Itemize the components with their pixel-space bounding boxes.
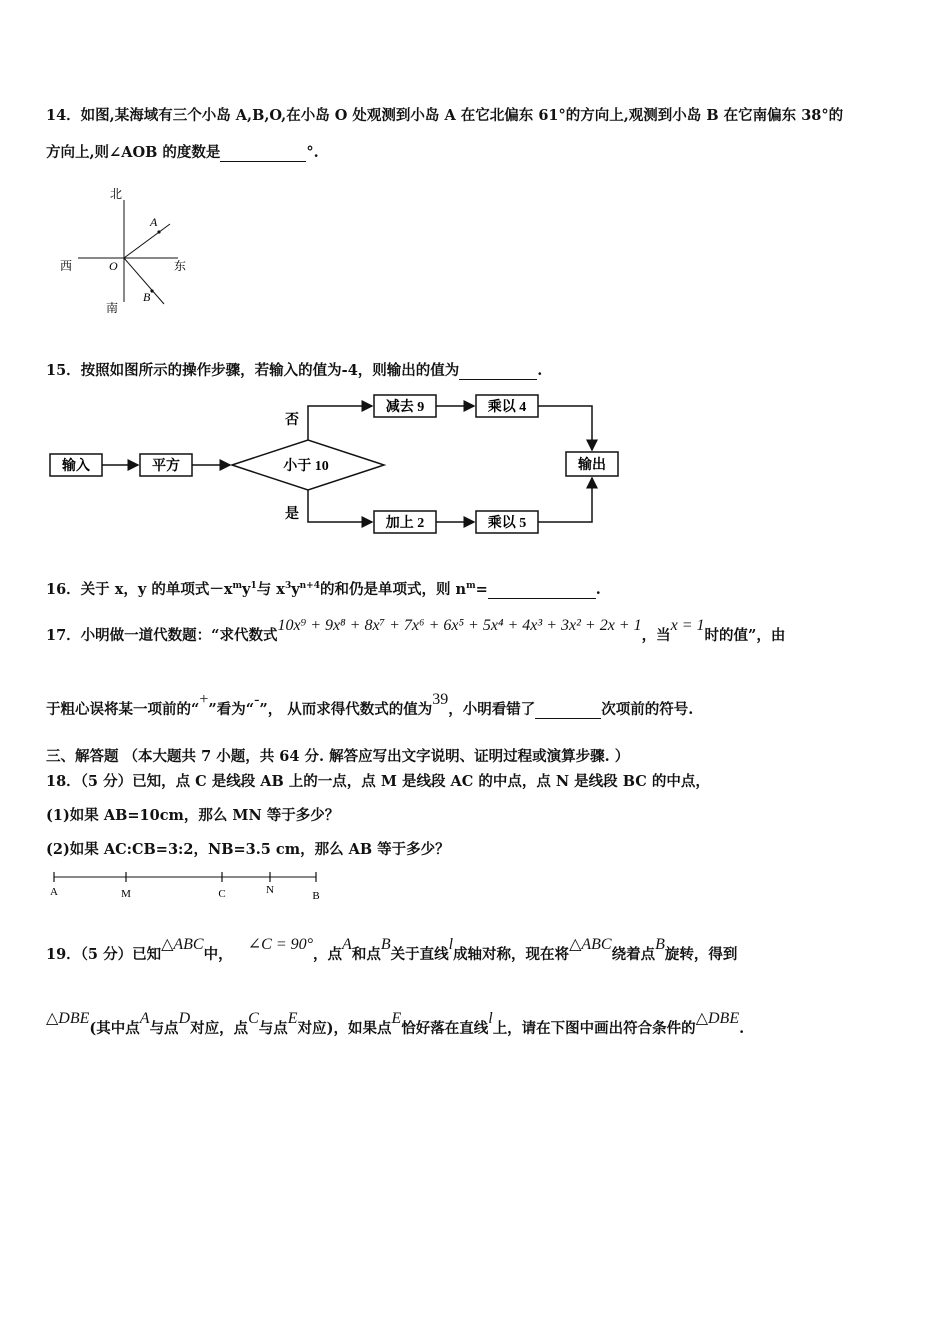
north-label: 北 xyxy=(110,187,123,201)
q19-t10: 与点 xyxy=(149,1020,179,1037)
q17-plus: + xyxy=(199,691,209,708)
seg-label-n: N xyxy=(266,884,274,896)
q14-line2 xyxy=(46,141,319,162)
output-label: 输出 xyxy=(578,458,606,473)
q19-t4: 和点 xyxy=(351,946,381,963)
q19-t15: 上，请在下图中画出符合条件的 xyxy=(492,1020,696,1037)
q19-point-b: B xyxy=(380,936,391,953)
sub9-label: 减去 9 xyxy=(385,400,425,415)
q19-t12: 与点 xyxy=(258,1020,288,1037)
q19-line-l: l xyxy=(448,936,454,953)
q17-post: 时的值”，由 xyxy=(704,627,786,644)
square-label: 平方 xyxy=(152,459,180,474)
q19-tri-abc: △ABC xyxy=(161,936,204,953)
q16-sup-m2: m xyxy=(466,581,476,592)
q18-part1: (1)如果 AB=10cm，那么 MN 等于多少？ xyxy=(46,807,340,824)
q19-tri-dbe-2: △DBE xyxy=(695,1010,740,1027)
q19-t7: 绕着点 xyxy=(611,946,656,963)
q16-eq: = xyxy=(475,581,488,598)
q19-t1: 19．（5 分）已知 xyxy=(46,946,162,963)
q16-end: . xyxy=(595,581,601,598)
q16-mid: 与 x xyxy=(256,581,285,598)
mul4-label: 乘以 4 xyxy=(487,400,527,415)
decision-label: 小于 10 xyxy=(283,459,329,474)
q16-answer-blank xyxy=(488,581,596,599)
q16-sup-3: 3 xyxy=(284,581,292,592)
q16-sup-1: 1 xyxy=(250,581,257,592)
q19-point-a-2: A xyxy=(139,1010,150,1027)
q19-t13: 对应)，如果点 xyxy=(297,1020,392,1037)
q18-stem: 18．（5 分）已知，点 C 是线段 AB 上的一点，点 M 是线段 AC 的中点，点 N 是线段 BC 的中点， xyxy=(46,773,710,790)
q17-minus: - xyxy=(254,691,260,708)
south-label: 南 xyxy=(106,301,119,315)
q19-point-c: C xyxy=(248,1010,259,1027)
q17-l2-mid2: ”， 从而求得代数式的值为 xyxy=(259,701,433,718)
q15-text-post: . xyxy=(537,362,543,379)
flowchart xyxy=(40,386,660,546)
q16-sup-n4: n+4 xyxy=(299,581,320,592)
seg-label-c: C xyxy=(218,888,226,900)
q14-line2-pre: 方向上,则∠AOB 的度数是 xyxy=(46,144,221,161)
q19-point-e: E xyxy=(287,1010,298,1027)
seg-label-a: A xyxy=(50,886,58,898)
q17-mid: ，当 xyxy=(641,627,671,644)
q19-line-l-2: l xyxy=(488,1010,493,1027)
compass-figure xyxy=(56,182,206,318)
q19-t5: 关于直线 xyxy=(390,946,449,963)
q14-line2-post: °. xyxy=(306,144,319,161)
q19-angle: ∠C = 90° xyxy=(247,936,314,953)
q19-t2: 中， xyxy=(203,946,233,963)
branch-no-label: 否 xyxy=(285,413,299,428)
q19-tri-abc-2: △ABC xyxy=(569,936,612,953)
q17-l2-mid1: ”看为“ xyxy=(208,701,255,718)
q15-text-pre: 15．按照如图所示的操作步骤，若输入的值为-4，则输出的值为 xyxy=(46,362,460,379)
segment-figure xyxy=(44,866,334,902)
input-label: 输入 xyxy=(62,459,90,474)
q17-line2 xyxy=(46,691,694,719)
q16-pre: 16．关于 x，y 的单项式－x xyxy=(46,581,233,598)
q19-t9: (其中点 xyxy=(89,1020,140,1037)
west-label: 西 xyxy=(60,259,73,273)
point-o-label: O xyxy=(109,259,118,273)
q14-line1: 14．如图,某海域有三个小岛 A,B,O,在小岛 O 处观测到小岛 A 在它北偏东 61°的方向上,观测到小岛 B 在它南偏东 38°的 xyxy=(46,107,844,124)
q18-part2: (2)如果 AC:CB=3:2，NB=3.5 cm，那么 AB 等于多少？ xyxy=(46,841,450,858)
point-b-label: B xyxy=(143,290,151,304)
q17-line1 xyxy=(46,617,786,645)
q17-l2-mid3: ，小明看错了 xyxy=(448,701,536,718)
q19-point-b-2: B xyxy=(655,936,665,953)
q19-t8: 旋转，得到 xyxy=(664,946,738,963)
q14-answer-blank xyxy=(220,144,306,162)
point-a-label: A xyxy=(150,215,158,229)
q19-t14: 恰好落在直线 xyxy=(401,1020,489,1037)
east-label: 东 xyxy=(174,259,187,273)
q16-sup-m: m xyxy=(232,581,243,592)
q16-text xyxy=(46,578,601,599)
q19-tri-dbe: △DBE xyxy=(46,1010,90,1027)
mul5-label: 乘以 5 xyxy=(487,516,527,531)
q16-y2: y xyxy=(291,581,300,598)
seg-label-m: M xyxy=(121,888,131,900)
q19-point-a: A xyxy=(342,936,352,953)
q16-mid2: 的和仍是单项式，则 n xyxy=(320,581,467,598)
q15-answer-blank xyxy=(459,362,537,380)
add2-label: 加上 2 xyxy=(385,516,425,531)
q17-l2-post: 次项前的符号. xyxy=(601,701,694,718)
branch-yes-label: 是 xyxy=(285,507,299,522)
q19-point-e-2: E xyxy=(391,1010,402,1027)
q19-point-d: D xyxy=(178,1010,191,1027)
q19-line2 xyxy=(46,1010,745,1038)
q17-condition: x = 1 xyxy=(670,617,705,634)
seg-label-b: B xyxy=(312,890,320,902)
q19-line1 xyxy=(46,936,738,964)
section-3-heading: 三、解答题 （本大题共 7 小题，共 64 分. 解答应写出文字说明、证明过程或演算步骤. ） xyxy=(46,748,630,765)
q16-y1: y xyxy=(242,581,251,598)
q19-t3: ，点 xyxy=(313,946,343,963)
q17-pre: 17．小明做一道代数题：“求代数式 xyxy=(46,627,278,644)
q19-t6: 成轴对称，现在将 xyxy=(453,946,570,963)
q17-l2-pre: 于粗心误将某一项前的“ xyxy=(46,701,200,718)
q17-polynomial: 10x⁹ + 9x⁸ + 8x⁷ + 7x⁶ + 6x⁵ + 5x⁴ + 4x³ + 3x² + 2x + 1 xyxy=(277,617,642,634)
q17-value: 39 xyxy=(432,691,449,708)
q17-answer-blank xyxy=(535,701,601,719)
q19-t11: 对应，点 xyxy=(190,1020,249,1037)
q15-text xyxy=(46,359,542,380)
q19-t16: . xyxy=(739,1020,745,1037)
